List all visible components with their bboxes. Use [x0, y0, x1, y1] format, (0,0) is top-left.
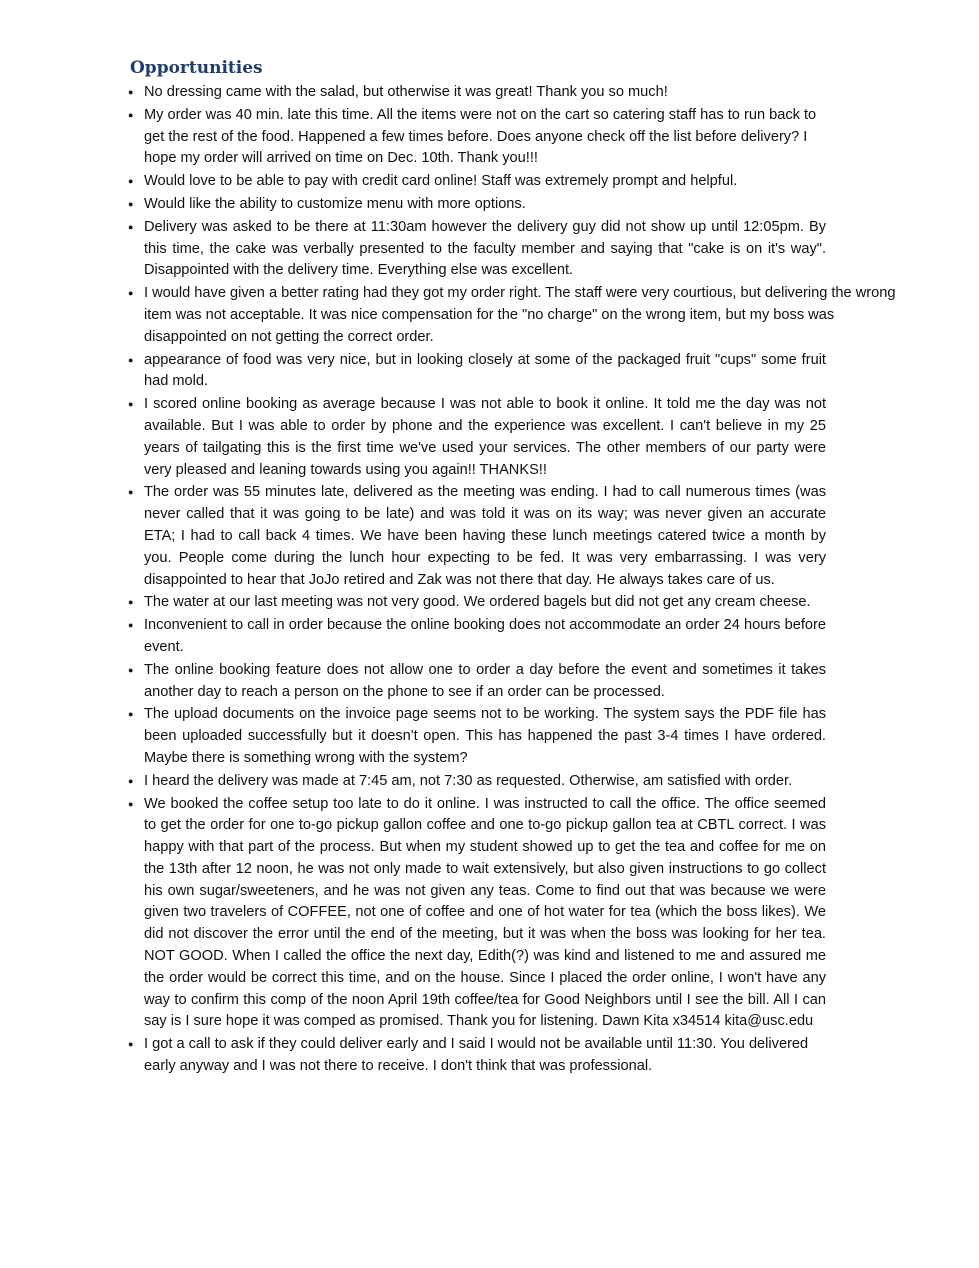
comment-item: ● I would have given a better rating had they got my order right. The staff were very courtious, but delivering the wrong item was not acceptable. It was nice compensation for the "no charge" on the wrong item, but my boss was disappointed on not getting the correct order. — [126, 283, 912, 348]
comment-item: ● We booked the coffee setup too late to do it online. I was instructed to call the office. The office seemed to get the order for one to-go pickup gallon coffee and one to-go pickup gallon tea at CBTL correct. I was happy with that part of the process. But when my student showed up to get the tea and coffee for me on the 13th after 12 noon, he was not only made to wait extensively, but also given instructions to go collect his own sugar/sweeteners, and he was not given any teas. Come to find out that was because we were given two travelers of COFFEE, not one of coffee and one of hot water for tea (which the boss likes). We did not discover the error until the end of the meeting, but it was when the boss was looking for her tea. NOT GOOD. When I called the office the next day, Edith(?) was kind and listened to me and assured me the order would be correct this time, and on the house. Since I placed the order online, I won't have any way to confirm this comp of the noon April 19th coffee/tea for Good Neighbors until I see the bill. All I can say is I sure hope it was comped as promised. Thank you for listening. Dawn Kita x34514 kita@usc.edu — [126, 794, 826, 1034]
comment-item: ● The order was 55 minutes late, delivered as the meeting was ending. I had to call numerous times (was never called that it was going to be late) and was told it was on its way; was never given an accurate ETA; I had to call back 4 times. We have been having these lunch meetings catered twice a month by you. People come during the lunch hour expecting to be fed. It was very embarrassing. I was very disappointed to hear that JoJo retired and Zak was not there that day. He always takes care of us. — [126, 482, 826, 591]
comment-item: ● I got a call to ask if they could deliver early and I said I would not be available until 11:30. You delivered early anyway and I was not there to receive. I don't think that was professional. — [126, 1034, 826, 1078]
comment-item: ● The online booking feature does not allow one to order a day before the event and sometimes it takes another day to reach a person on the phone to see if an order can be processed. — [126, 660, 826, 704]
comment-item: ● I heard the delivery was made at 7:45 am, not 7:30 as requested. Otherwise, am satisfied with order. — [126, 771, 826, 793]
comment-item: ● Would like the ability to customize menu with more options. — [126, 194, 826, 216]
comment-item: ● Delivery was asked to be there at 11:30am however the delivery guy did not show up until 12:05pm. By this time, the cake was verbally presented to the faculty member and saying that "cake is on it's way". Disappointed with the delivery time. Everything else was excellent. — [126, 217, 826, 282]
comment-item: ● My order was 40 min. late this time. All the items were not on the cart so catering staff has to run back to get the rest of the food. Happened a few times before. Does anyone check off the list before delivery? I hope my order will arrived on time on Dec. 10th. Thank you!!! — [126, 105, 826, 170]
section-heading: Opportunities — [130, 58, 263, 78]
comment-item: ● appearance of food was very nice, but in looking closely at some of the packaged fruit "cups" some fruit had mold. — [126, 350, 826, 394]
comment-item: ● Inconvenient to call in order because the online booking does not accommodate an order 24 hours before event. — [126, 615, 826, 659]
comment-item: ● Would love to be able to pay with credit card online! Staff was extremely prompt and helpful. — [126, 171, 826, 193]
comment-item: ● The upload documents on the invoice page seems not to be working. The system says the PDF file has been uploaded successfully but it doesn't open. This has happened the past 3-4 times I have ordered. Maybe there is something wrong with the system? — [126, 704, 826, 769]
comment-item: ● No dressing came with the salad, but otherwise it was great! Thank you so much! — [126, 82, 826, 104]
comment-list — [126, 82, 896, 1079]
comment-item: ● The water at our last meeting was not very good. We ordered bagels but did not get any cream cheese. — [126, 592, 826, 614]
comment-item: ● I scored online booking as average because I was not able to book it online. It told me the day was not available. But I was able to order by phone and the experience was excellent. I can't believe in my 25 years of tailgating this is the first time we've used your services. The other members of our party were very pleased and leaning towards using you again!! THANKS!! — [126, 394, 826, 481]
